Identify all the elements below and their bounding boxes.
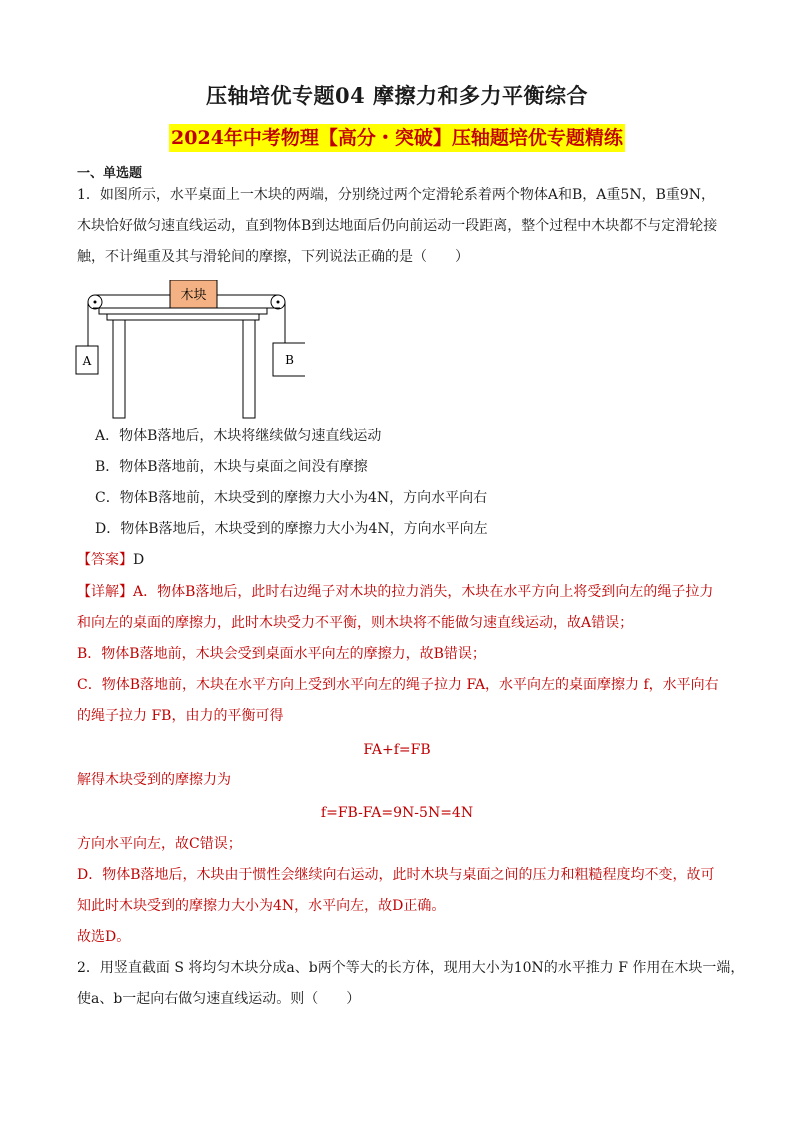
wood-block-label: 木块	[180, 288, 207, 303]
table-leg-right	[243, 320, 255, 418]
q1-detail-line-6: 解得木块受到的摩擦力为	[77, 772, 231, 788]
q1-detail-line-5: 的绳子拉力 FB，由力的平衡可得	[77, 708, 284, 724]
q1-detail-line-9: 知此时木块受到的摩擦力大小为4N，水平向左，故D正确。	[77, 898, 446, 914]
weight-a-label: A	[82, 354, 92, 368]
q1-diagram	[75, 280, 305, 420]
page-subtitle: 2024年中考物理【高分・突破】压轴题培优专题精练	[169, 124, 625, 152]
q1-detail-line-1: 【详解】A．物体B落地后，此时右边绳子对木块的拉力消失，木块在水平方向上将受到向左的绳子拉力	[77, 584, 714, 600]
table-leg-left	[113, 320, 125, 418]
subtitle-wrap	[0, 124, 794, 152]
q1-detail-line-8: D．物体B落地后，木块由于惯性会继续向右运动，此时木块与桌面之间的压力和粗糙程度均不变，故可	[77, 867, 715, 883]
q1-answer	[77, 550, 722, 570]
table-top	[99, 308, 267, 314]
detail-tag: 【详解】	[77, 584, 133, 600]
q1-option-a: A．物体B落地后，木块将继续做匀速直线运动	[95, 428, 382, 444]
q1-detail-line-10: 故选D。	[77, 929, 131, 945]
answer-value: D	[133, 552, 145, 568]
q1-option-c: C．物体B落地前，木块受到的摩擦力大小为4N，方向水平向右	[95, 490, 488, 506]
page-title: 压轴培优专题04 摩擦力和多力平衡综合	[205, 83, 589, 108]
q1-equation-2: f=FB-FA=9N-5N=4N	[320, 805, 474, 821]
q1-equation-1: FA+f=FB	[363, 742, 431, 758]
q1-detail-line-2: 和向左的桌面的摩擦力，此时木块受力不平衡，则木块将不能做匀速直线运动，故A错误；	[77, 615, 634, 631]
q1-stem-line-1: 1．如图所示，水平桌面上一木块的两端，分别绕过两个定滑轮系着两个物体A和B，A重5N，B重9N，	[77, 187, 716, 203]
q2-stem-line-2: 使a、b一起向右做匀速直线运动。则（ ）	[77, 991, 361, 1007]
q1-detail-line-3: B．物体B落地前，木块会受到桌面水平向左的摩擦力，故B错误；	[77, 646, 486, 662]
q1-option-d: D．物体B落地后，木块受到的摩擦力大小为4N，方向水平向左	[95, 521, 488, 537]
section-heading: 一、单选题	[77, 166, 143, 181]
pulley-left-axle	[94, 301, 97, 304]
q1-detail-line-7: 方向水平向左，故C错误；	[77, 836, 242, 852]
q1-stem-line-2: 木块恰好做匀速直线运动，直到物体B到达地面后仍向前运动一段距离，整个过程中木块都不与定滑轮接	[77, 218, 718, 234]
answer-tag: 【答案】	[77, 552, 133, 568]
q1-option-b: B．物体B落地前，木块与桌面之间没有摩擦	[95, 459, 368, 475]
table-apron	[107, 314, 259, 320]
q1-stem-line-3: 触，不计绳重及其与滑轮间的摩擦，下列说法正确的是（ ）	[77, 249, 469, 265]
pulley-right-axle	[277, 301, 280, 304]
q2-stem-line-1: 2．用竖直截面 S 将均匀木块分成a、b两个等大的长方体，现用大小为10N的水平推力 F 作用在木块一端，	[77, 960, 745, 976]
q1-detail-line-4: C．物体B落地前，木块在水平方向上受到水平向左的绳子拉力 FA，水平向左的桌面摩擦力 f，水平向右	[77, 677, 719, 693]
weight-b-label: B	[285, 353, 294, 367]
